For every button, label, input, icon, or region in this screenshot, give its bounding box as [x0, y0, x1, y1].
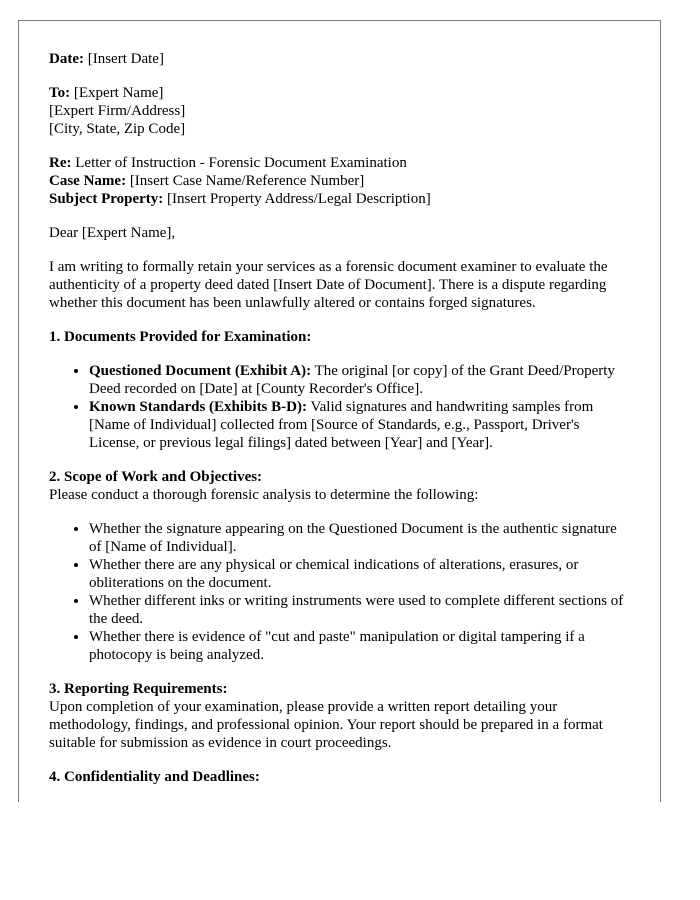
recipient-city: [City, State, Zip Code] [49, 121, 186, 137]
re-label: Re: [49, 155, 72, 171]
case-name-label: Case Name: [49, 173, 127, 189]
case-name-line [49, 172, 630, 190]
intro-paragraph: I am writing to formally retain your services as a forensic document examiner to evaluate the authenticity of a property deed dated [Insert Date of Document]. There is a dispute regarding whether this document has been unlawfully altered or contains forged signatures. [49, 259, 608, 311]
subject-property-label: Subject Property: [49, 191, 164, 207]
date-value: [Insert Date] [87, 51, 164, 67]
list-item: • Whether the signature appearing on the Questioned Document is the authentic signature of [Name of Individual]. [89, 520, 630, 556]
list-item: • Whether there is evidence of "cut and paste" manipulation or digital tampering if a photocopy is being analyzed. [89, 628, 630, 664]
date-label: Date: [49, 51, 84, 67]
section-2-heading: 2. Scope of Work and Objectives: [49, 469, 263, 485]
re-value: Letter of Instruction - Forensic Document Examination [75, 155, 407, 171]
list-item: • Whether there are any physical or chemical indications of alterations, erasures, or obliterations on the document. [89, 556, 630, 592]
list-item-text: Valid signatures and handwriting samples from [Name of Individual] collected from [Source of Standards, e.g., Passport, Driver's License, or previous legal filings] dated between [Year] and [Year]. [89, 399, 594, 451]
section-1-list [49, 362, 630, 452]
list-item-label: Questioned Document (Exhibit A): [89, 363, 312, 379]
recipient-name: [Expert Name] [73, 85, 164, 101]
section-2-list [49, 520, 630, 664]
case-name-value: [Insert Case Name/Reference Number] [129, 173, 365, 189]
recipient-firm: [Expert Firm/Address] [49, 103, 186, 119]
reference-block [49, 154, 630, 208]
recipient-name-line [49, 84, 630, 102]
section-3-text: Upon completion of your examination, please provide a written report detailing your methodology, findings, and professional opinion. Your report should be prepared in a format suitable for submission as evidence in court proceedings. [49, 699, 603, 751]
section-3-heading: 3. Reporting Requirements: [49, 681, 228, 697]
subject-property-line [49, 190, 630, 208]
list-item [89, 398, 630, 452]
section-4-heading: 4. Confidentiality and Deadlines: [49, 769, 260, 785]
to-label: To: [49, 85, 71, 101]
section-2-intro: Please conduct a thorough forensic analysis to determine the following: [49, 487, 479, 503]
section-1-heading: 1. Documents Provided for Examination: [49, 329, 312, 345]
date-block [49, 50, 630, 68]
list-item [89, 362, 630, 398]
list-item-label: Known Standards (Exhibits B-D): [89, 399, 307, 415]
salutation: Dear [Expert Name], [49, 225, 176, 241]
list-item: • Whether different inks or writing instruments were used to complete different sections of the deed. [89, 592, 630, 628]
subject-property-value: [Insert Property Address/Legal Description] [167, 191, 431, 207]
letter-page [18, 20, 661, 802]
list-item-text: The original [or copy] of the Grant Deed/Property Deed recorded on [Date] at [County Recorder's Office]. [89, 363, 615, 397]
recipient-block [49, 84, 630, 138]
re-line [49, 154, 630, 172]
